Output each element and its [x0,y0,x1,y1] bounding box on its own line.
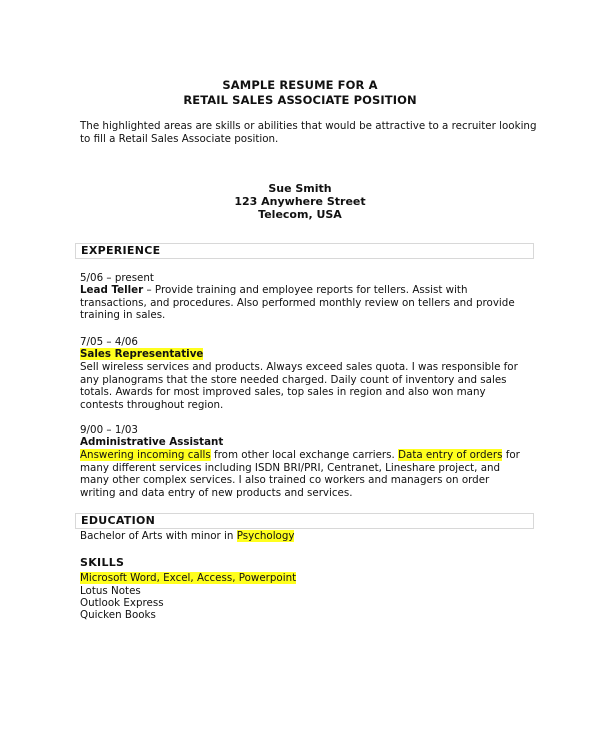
job-description [80,449,520,499]
section-heading-skills: SKILLS [80,556,125,569]
job-entry [80,284,520,322]
skill-item: Outlook Express [80,597,164,609]
job-description: Sell wireless services and products. Always exceed sales quota. I was responsible for any planograms that the store needed charged. Daily count of inventory and sales totals. Awards for most improved sales, top sales in region and also won many contests throughout region. [80,361,518,411]
desc-text: for many different services including ISDN BRI/PRI, Centranet, Lineshare project, and many other complex services. I also trained co workers and managers on order writing and data entry of new products and services. [80,449,520,499]
section-heading-education: EDUCATION [75,513,534,529]
job-dates: 7/05 – 4/06 [80,336,138,348]
contact-city: Telecom, USA [258,208,342,221]
desc-text: from other local exchange carriers. [210,449,399,461]
job-title-highlighted [80,348,203,361]
contact-street: 123 Anywhere Street [234,195,366,208]
education-degree [80,530,294,543]
title-line-2: RETAIL SALES ASSOCIATE POSITION [183,93,417,107]
skill-item: Microsoft Word, Excel, Access, Powerpoint [80,572,297,584]
skill-item: Quicken Books [80,609,156,621]
title-line-1: SAMPLE RESUME FOR A [222,78,378,92]
section-heading-experience: EXPERIENCE [75,243,534,259]
contact-name: Sue Smith [268,182,332,195]
highlight-minor: Psychology [236,530,295,542]
job-description: – Provide training and employee reports for tellers. Assist with transactions, and procedures. Also performed monthly review on tellers and provide training in sales. [80,284,515,322]
highlight-skill: Data entry of orders [398,449,503,461]
job-dates: 9/00 – 1/03 [80,424,138,436]
skill-item: Lotus Notes [80,585,141,597]
intro-paragraph: The highlighted areas are skills or abilities that would be attractive to a recruiter looking to fill a Retail Sales Associate position. [80,120,537,145]
job-title: Lead Teller [80,284,144,296]
job-title: Sales Representative [80,348,204,360]
degree-text: Bachelor of Arts with minor in [80,530,237,542]
skill-item-highlighted [80,572,296,585]
highlight-skill: Answering incoming calls [80,449,211,461]
job-dates: 5/06 – present [80,272,154,284]
job-title: Administrative Assistant [80,436,224,448]
